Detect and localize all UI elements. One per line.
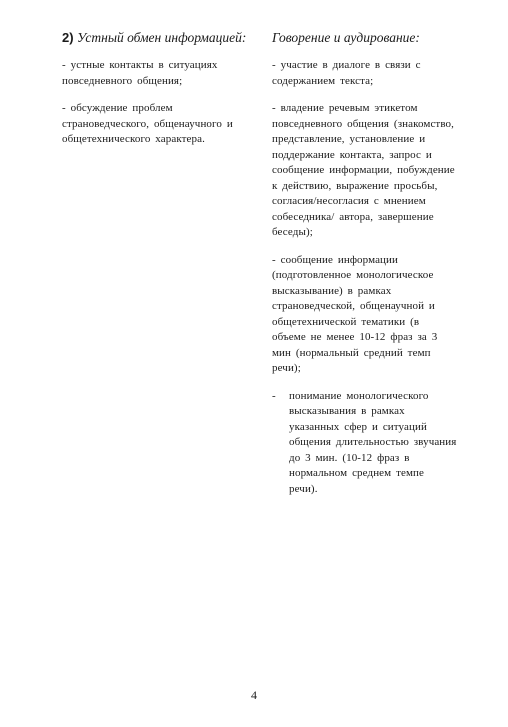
- list-dash: -: [272, 389, 276, 402]
- left-item-contacts: - устные контакты в ситуациях повседневного общения;: [62, 59, 218, 87]
- right-heading: [272, 30, 457, 46]
- left-column: [62, 30, 247, 160]
- right-column: [272, 30, 457, 497]
- right-heading-title: Говорение и аудирование:: [272, 30, 420, 45]
- right-item-etiquette: - владение речевым этикетом повседневного общения (знакомство, представление, установление и поддержание контакта, запрос и сообщение информации, побуждение к действию, выражение просьбы, согласия/несогласия с мнением собеседника/ автора, завершение беседы);: [272, 102, 455, 238]
- section-number: 2): [62, 30, 74, 45]
- right-item-listening-text: понимание монологического высказывания в рамках указанных сфер и ситуаций общения длительностью звучания до 3 мин. (10-12 фраз в нормальном среднем темпе речи).: [289, 389, 457, 495]
- left-heading: [62, 30, 247, 46]
- left-item-discussion: - обсуждение проблем страноведческого, общенаучного и общетехнического характера.: [62, 102, 233, 145]
- right-item-dialogue: - участие в диалоге в связи с содержанием текста;: [272, 59, 421, 87]
- page-number: 4: [251, 688, 257, 702]
- section-title: Устный обмен информацией:: [76, 30, 247, 45]
- right-item-monologue: - сообщение информации (подготовленное монологическое высказывание) в рамках страноведческой, общенаучной и общетехнической тематики (в объеме не менее 10-12 фраз за 3 мин (нормальный средний темп речи);: [272, 253, 438, 374]
- right-item-listening: [272, 389, 457, 498]
